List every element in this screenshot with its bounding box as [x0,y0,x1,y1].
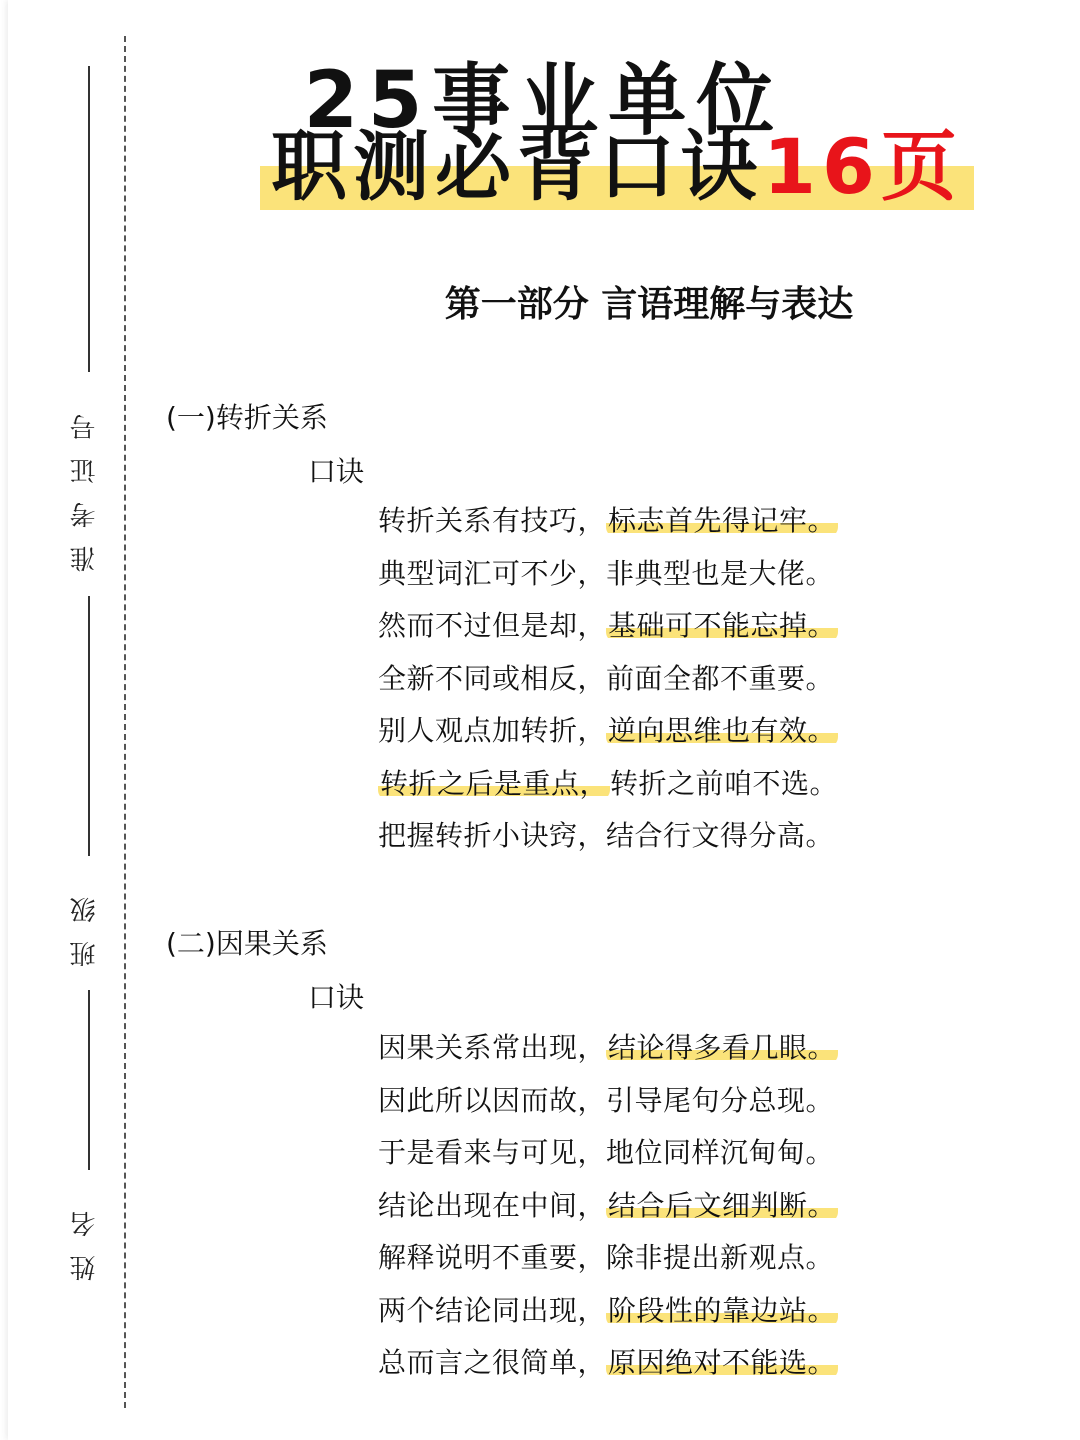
title-line-1: 25事业单位 [303,56,785,146]
kouju-label-2: 口诀 [308,981,365,1014]
verse-line: 别人观点加转折，逆向思维也有效。 [378,714,837,747]
verse-line: 转折关系有技巧，标志首先得记牢。 [378,504,837,537]
class-rule [88,596,90,856]
verse-line: 然而不过但是却，基础可不能忘掉。 [378,609,837,642]
name-label: 姓名 [70,1193,100,1281]
verse-line: 全新不同或相反，前面全都不重要。 [378,661,835,695]
verse-line: 于是看来与可见，地位同样沉甸甸。 [378,1136,835,1169]
verse-list-1 [378,495,838,863]
kouju-label-1: 口诀 [308,455,365,488]
verse-line: 两个结论同出现，阶段性的靠边站。 [378,1293,837,1327]
title-line-2-main: 职测必背口诀 [271,122,764,211]
document-page [8,0,1080,1440]
section-heading-2: (二)因果关系 [166,927,328,960]
class-label: 班级 [70,879,100,967]
section-title: 第一部分 言语理解与表达 [444,284,854,325]
verse-line: 因此所以因而故，引导尾句分总现。 [378,1083,835,1117]
name-rule [88,990,90,1170]
binding-dashed-line [124,36,126,1408]
verse-line: 把握转折小诀窍，结合行文得分高。 [378,819,835,852]
verse-line: 总而言之很简单，原因绝对不能选。 [378,1346,837,1379]
verse-line: 因果关系常出现，结论得多看几眼。 [378,1031,837,1064]
verse-line: 转折之后是重点，转折之前咱不选。 [380,766,839,800]
section-heading-1: (一)转折关系 [166,401,328,434]
verse-list-2 [378,1022,838,1390]
exam-id-label: 准考证号 [70,396,100,572]
title-line-2 [260,122,974,212]
title-line-2-accent: 16页 [763,122,963,211]
verse-line: 解释说明不重要，除非提出新观点。 [378,1241,835,1274]
verse-line: 结论出现在中间，结合后文细判断。 [378,1188,837,1222]
verse-line: 典型词汇可不少，非典型也是大佬。 [378,556,835,590]
